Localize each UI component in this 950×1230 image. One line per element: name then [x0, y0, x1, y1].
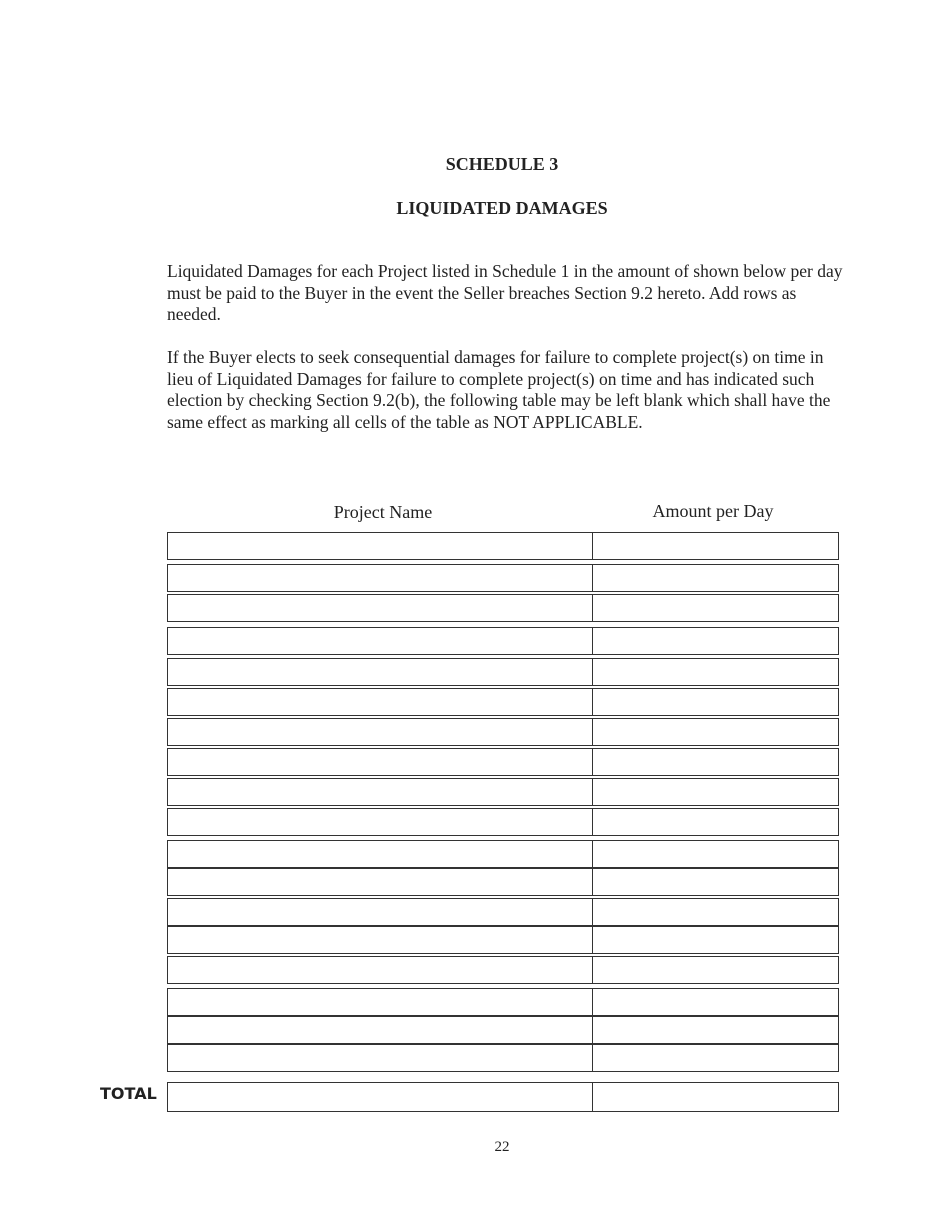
project-name-cell[interactable] — [167, 840, 593, 868]
amount-per-day-cell[interactable] — [593, 840, 839, 868]
project-name-cell[interactable] — [167, 594, 593, 622]
table-row — [167, 868, 839, 896]
project-name-cell[interactable] — [167, 748, 593, 776]
document-subtitle: LIQUIDATED DAMAGES — [396, 198, 608, 218]
project-name-cell[interactable] — [167, 988, 593, 1016]
amount-per-day-cell[interactable] — [593, 688, 839, 716]
amount-per-day-cell[interactable] — [593, 658, 839, 686]
amount-per-day-cell[interactable] — [593, 718, 839, 746]
total-row — [167, 1082, 839, 1112]
table-row — [167, 778, 839, 806]
project-name-cell[interactable] — [167, 1044, 593, 1072]
column-header-amount-per-day: Amount per Day — [652, 501, 774, 521]
table-row — [167, 594, 839, 622]
table-row — [167, 718, 839, 746]
table-row — [167, 956, 839, 984]
amount-per-day-cell[interactable] — [593, 748, 839, 776]
table-row — [167, 688, 839, 716]
project-name-cell[interactable] — [167, 926, 593, 954]
table-row — [167, 564, 839, 592]
page-number: 22 — [494, 1139, 510, 1155]
amount-per-day-cell[interactable] — [593, 956, 839, 984]
project-name-cell[interactable] — [167, 718, 593, 746]
project-name-cell[interactable] — [167, 808, 593, 836]
amount-per-day-cell[interactable] — [593, 926, 839, 954]
project-name-cell[interactable] — [167, 532, 593, 560]
amount-per-day-cell[interactable] — [593, 1016, 839, 1044]
amount-per-day-cell[interactable] — [593, 564, 839, 592]
table-row — [167, 748, 839, 776]
table-row — [167, 658, 839, 686]
table-row — [167, 898, 839, 926]
paragraph-liquidated-damages: Liquidated Damages for each Project listed in Schedule 1 in the amount of shown below per day must be paid to the Buyer in the event the Seller breaches Section 9.2 hereto. Add rows as needed. — [167, 261, 843, 324]
project-name-cell[interactable] — [167, 627, 593, 655]
amount-per-day-cell[interactable] — [593, 778, 839, 806]
table-row — [167, 1016, 839, 1044]
project-name-cell[interactable] — [167, 868, 593, 896]
amount-per-day-cell[interactable] — [593, 988, 839, 1016]
table-row — [167, 532, 839, 560]
amount-per-day-cell[interactable] — [593, 898, 839, 926]
amount-per-day-cell[interactable] — [593, 1044, 839, 1072]
project-name-cell[interactable] — [167, 688, 593, 716]
total-project-name-cell[interactable] — [167, 1082, 593, 1112]
amount-per-day-cell[interactable] — [593, 868, 839, 896]
project-name-cell[interactable] — [167, 778, 593, 806]
table-row — [167, 926, 839, 954]
table-row — [167, 627, 839, 655]
table-row — [167, 988, 839, 1016]
column-header-project-name: Project Name — [333, 502, 433, 522]
project-name-cell[interactable] — [167, 564, 593, 592]
amount-per-day-cell[interactable] — [593, 808, 839, 836]
table-row — [167, 840, 839, 868]
project-name-cell[interactable] — [167, 658, 593, 686]
project-name-cell[interactable] — [167, 956, 593, 984]
table-row — [167, 1044, 839, 1072]
table-row — [167, 808, 839, 836]
paragraph-consequential-damages: If the Buyer elects to seek consequential damages for failure to complete project(s) on time in lieu of Liquidated Damages for failure to complete project(s) on time and has indicated such election by checking Section 9.2(b), the following table may be left blank which shall have the same effect as marking all cells of the table as NOT APPLICABLE. — [167, 347, 831, 432]
amount-per-day-cell[interactable] — [593, 532, 839, 560]
amount-per-day-cell[interactable] — [593, 594, 839, 622]
schedule-title: SCHEDULE 3 — [445, 154, 559, 174]
total-label: TOTAL — [100, 1084, 157, 1103]
total-amount-cell[interactable] — [593, 1082, 839, 1112]
project-name-cell[interactable] — [167, 898, 593, 926]
project-name-cell[interactable] — [167, 1016, 593, 1044]
amount-per-day-cell[interactable] — [593, 627, 839, 655]
